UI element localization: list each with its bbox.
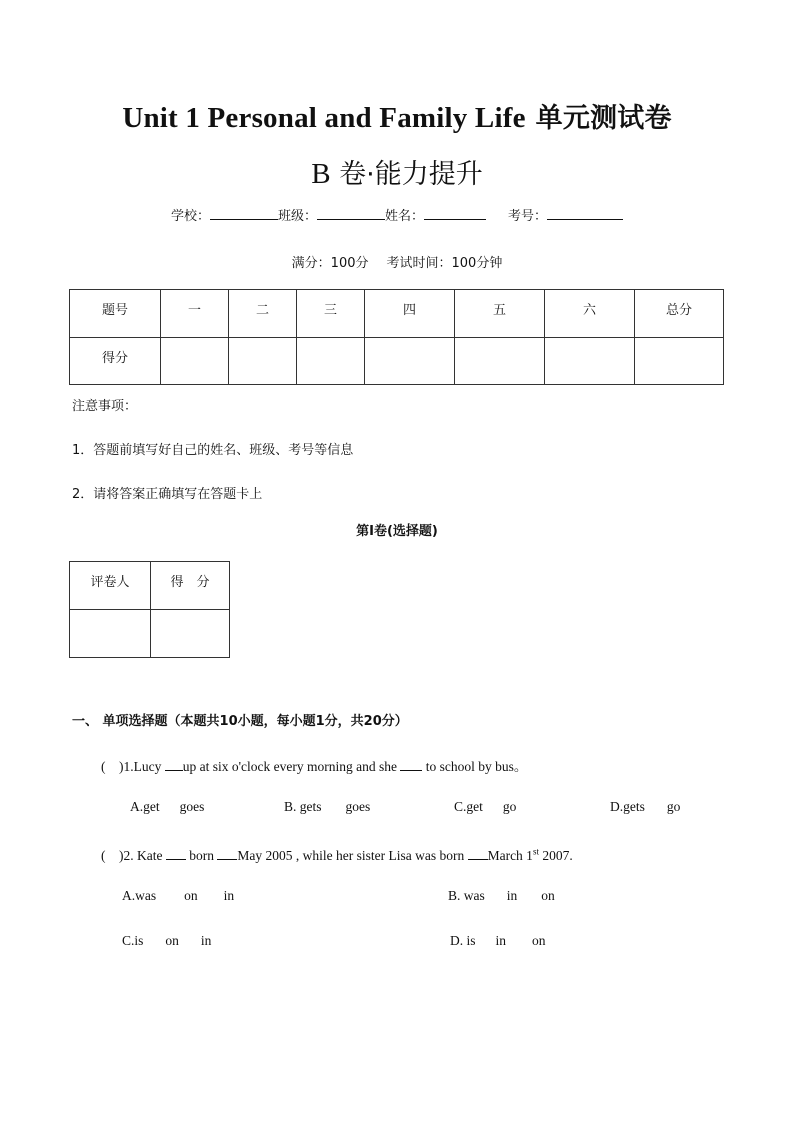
grader-score-label: 得 分 <box>151 562 230 610</box>
option-word: in <box>200 933 212 948</box>
option-c[interactable] <box>454 799 516 815</box>
notes-title: 注意事项： <box>72 399 138 414</box>
full-marks: 满分：100分 <box>291 256 369 271</box>
option-word: goes <box>345 799 371 814</box>
option-c[interactable] <box>122 933 211 949</box>
score-cell[interactable] <box>365 338 455 385</box>
blank <box>165 759 183 771</box>
option-letter: D. is <box>450 933 476 948</box>
option-word: in <box>506 888 518 903</box>
question-text: to school by bus。 <box>422 759 528 774</box>
score-table-score-row <box>70 338 724 385</box>
exam-no-field[interactable] <box>547 207 623 220</box>
student-info-line <box>0 205 794 224</box>
question-text: March 1 <box>487 848 533 863</box>
subtitle-letter: B <box>311 158 331 190</box>
score-table <box>69 289 724 385</box>
score-cell[interactable] <box>455 338 545 385</box>
question-text: 2007. <box>538 848 573 863</box>
option-word: goes <box>179 799 205 814</box>
option-letter: A.was <box>122 888 157 903</box>
name-field[interactable] <box>424 207 486 220</box>
score-cell[interactable] <box>161 338 229 385</box>
answer-paren[interactable]: ( ) <box>101 848 124 863</box>
school-field[interactable] <box>210 207 278 220</box>
class-label: 班级： <box>277 209 317 224</box>
option-letter: A.get <box>130 799 160 814</box>
option-word: go <box>666 799 681 814</box>
score-table-header: 五 <box>455 290 545 338</box>
grader-cell[interactable] <box>70 610 151 658</box>
subtitle-text: 卷·能力提升 <box>339 159 483 190</box>
option-word: in <box>223 888 235 903</box>
grader-table <box>69 561 230 658</box>
name-label: 姓名： <box>385 209 425 224</box>
option-word: on <box>541 888 555 903</box>
part1-title: 一、 单项选择题（本题共10小题，每小题1分，共20分） <box>72 714 408 729</box>
blank <box>217 848 237 860</box>
score-table-header-row <box>70 290 724 338</box>
page-subtitle <box>0 152 794 191</box>
grader-label: 评卷人 <box>70 562 151 610</box>
option-letter: B. gets <box>284 799 322 814</box>
score-row-label: 得分 <box>70 338 161 385</box>
score-info-line <box>0 252 794 271</box>
question-text: born <box>185 848 218 863</box>
option-a[interactable] <box>122 888 234 904</box>
option-word: go <box>502 799 517 814</box>
score-cell[interactable] <box>545 338 635 385</box>
section-title: 第Ⅰ卷(选择题) <box>356 524 438 539</box>
score-table-header: 三 <box>297 290 365 338</box>
option-word: on <box>165 933 179 948</box>
option-d[interactable] <box>610 799 680 815</box>
title-english: Unit 1 Personal and Family Life <box>122 102 526 134</box>
title-chinese: 单元测试卷 <box>535 103 672 134</box>
blank <box>468 848 488 860</box>
option-b[interactable] <box>448 888 555 904</box>
option-letter: C.is <box>122 933 144 948</box>
page-title <box>0 96 794 135</box>
score-cell[interactable] <box>297 338 365 385</box>
question-text: 1.Lucy <box>123 759 165 774</box>
score-table-header: 六 <box>545 290 635 338</box>
option-word: in <box>495 933 507 948</box>
score-table-header: 题号 <box>70 290 161 338</box>
class-field[interactable] <box>317 207 385 220</box>
score-cell[interactable] <box>635 338 724 385</box>
answer-paren[interactable]: ( ) <box>101 759 124 774</box>
score-table-header: 一 <box>161 290 229 338</box>
option-a[interactable] <box>130 799 204 815</box>
option-word: on <box>532 933 546 948</box>
option-letter: D.gets <box>610 799 645 814</box>
score-table-header: 总分 <box>635 290 724 338</box>
option-word: on <box>184 888 198 903</box>
question-2 <box>101 844 573 864</box>
exam-no-label: 考号： <box>508 209 548 224</box>
option-letter: C.get <box>454 799 483 814</box>
option-b[interactable] <box>284 799 370 815</box>
grader-score-cell[interactable] <box>151 610 230 658</box>
note-item: 2．请将答案正确填写在答题卡上 <box>72 487 263 502</box>
score-cell[interactable] <box>229 338 297 385</box>
option-d[interactable] <box>450 933 546 949</box>
exam-time: 考试时间：100分钟 <box>386 256 503 271</box>
score-table-header: 二 <box>229 290 297 338</box>
question-1 <box>101 755 527 775</box>
ordinal-suffix: st <box>532 846 539 857</box>
option-letter: B. was <box>448 888 485 903</box>
question-text: 2. Kate <box>123 848 166 863</box>
blank <box>400 759 422 771</box>
note-item: 1．答题前填写好自己的姓名、班级、考号等信息 <box>72 443 354 458</box>
score-table-header: 四 <box>365 290 455 338</box>
blank <box>166 848 186 860</box>
question-text: up at six o'clock every morning and she <box>182 759 401 774</box>
question-text: May 2005 , while her sister Lisa was born <box>237 848 468 863</box>
school-label: 学校： <box>170 209 210 224</box>
